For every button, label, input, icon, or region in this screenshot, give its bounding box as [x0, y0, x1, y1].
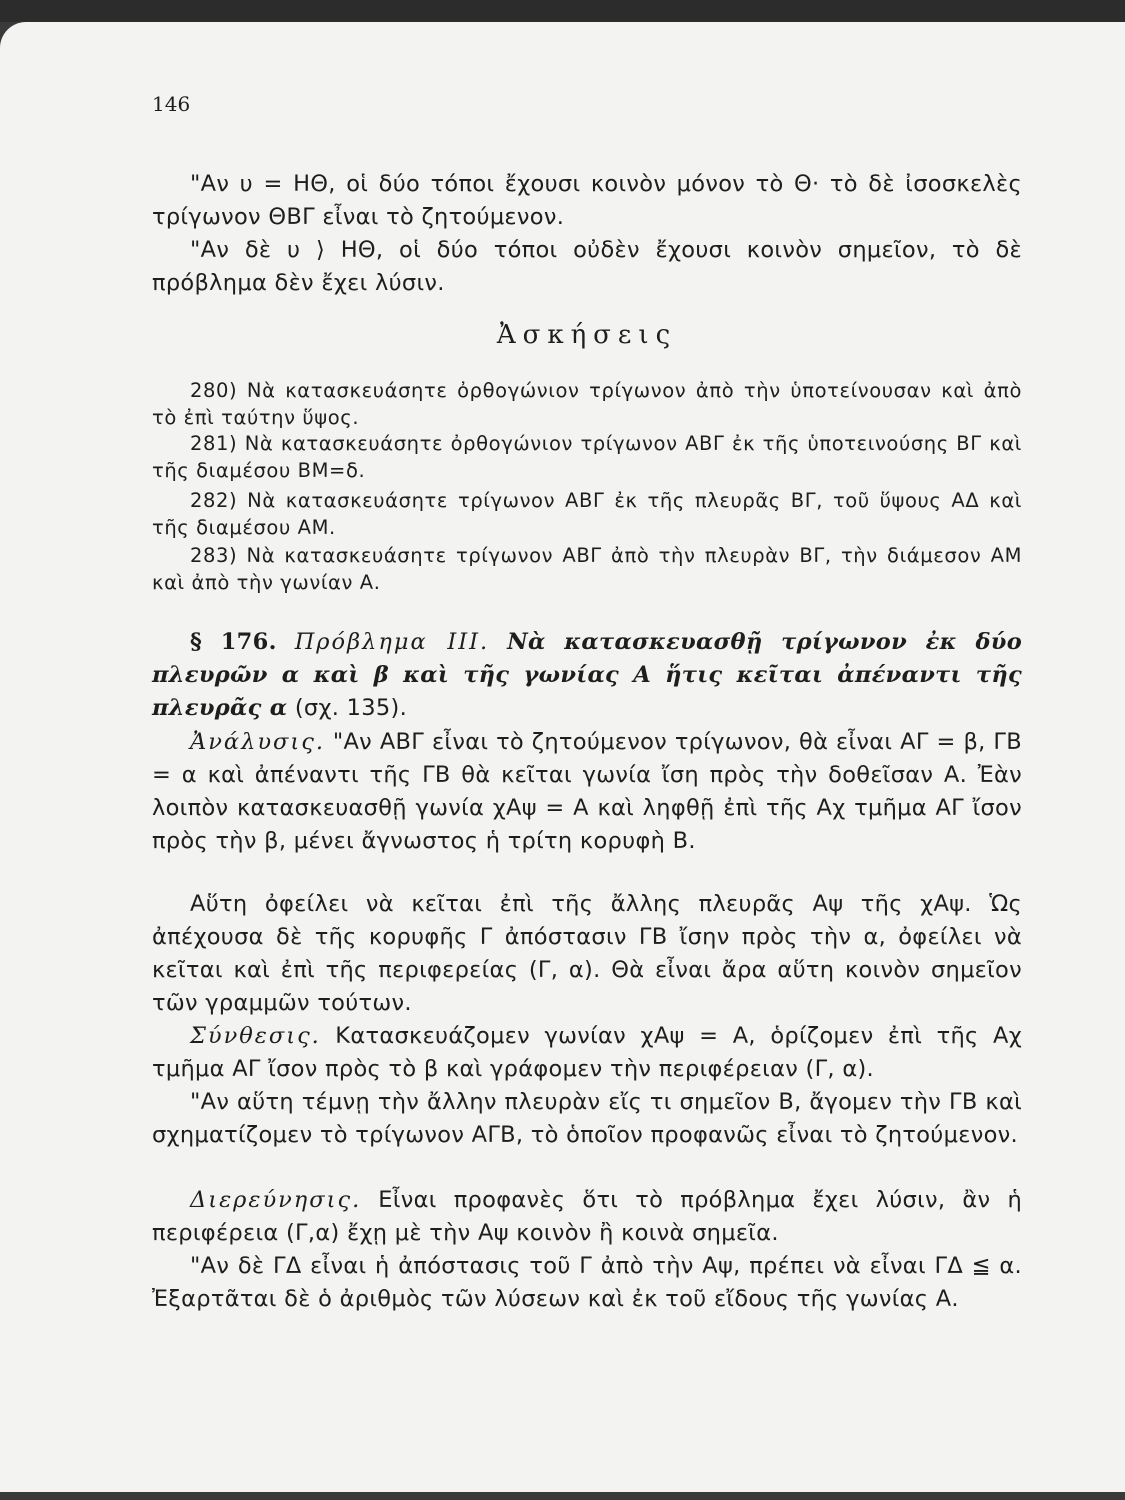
exercise-280: 280) Νὰ κατασκευάσητε ὀρθογώνιον τρίγωνον ἀπὸ τὴν ὑποτείνουσαν καὶ ἀπὸ τὸ ἐπὶ ταύτην ὕψος. [152, 379, 1022, 429]
scan-top-border [0, 0, 1125, 22]
problem-label: Πρόβλημα ΙΙΙ. [294, 629, 490, 655]
section-number: § 176. [190, 629, 277, 655]
synthesis-text-1: Κατασκευάζομεν γωνίαν χΑψ = Α, ὁρίζομεν ἐπὶ τῆς Αχ τμῆμα ΑΓ ἴσον πρὸς τὸ β καὶ γράφομεν τὴν περιφέρειαν (Γ, α). [152, 1023, 1022, 1082]
intro-paragraph-1: "Αν υ = ΗΘ, οἱ δύο τόποι ἔχουσι κοινὸν μόνον τὸ Θ· τὸ δὲ ἰσοσκελὲς τρίγωνον ΘΒΓ εἶναι τὸ ζητούμενον. [152, 171, 1022, 230]
analysis-label: Ἀνάλυσις. [190, 729, 325, 755]
investigation-text-1: Εἶναι προφανὲς ὅτι τὸ πρόβλημα ἔχει λύσιν, ἂν ἡ περιφέρεια (Γ,α) ἔχῃ μὲ τὴν Αψ κοινὸν ἢ κοινὰ σημεῖα. [152, 1187, 1022, 1246]
exercise-282: 282) Νὰ κατασκευάσητε τρίγωνον ΑΒΓ ἐκ τῆς πλευρᾶς ΒΓ, τοῦ ὕψους ΑΔ καὶ τῆς διαμέσου ΑΜ. [152, 489, 1022, 539]
intro-paragraph-2: "Αν δὲ υ ⟩ ΗΘ, οἱ δύο τόποι οὐδὲν ἔχουσι κοινὸν σημεῖον, τὸ δὲ πρόβλημα δὲν ἔχει λύσιν. [152, 237, 1022, 296]
synthesis-paragraph-1 [152, 1020, 1022, 1086]
analysis-text-1: "Αν ΑΒΓ εἶναι τὸ ζητούμενον τρίγωνον, θὰ εἶναι ΑΓ = β, ΓΒ = α καὶ ἀπέναντι τῆς ΓΒ θὰ κεῖται γωνία ἴση πρὸς τὴν δοθεῖσαν Α. Ἐὰν λοιπὸν κατασκευασθῇ γωνία χΑψ = Α καὶ ληφθῇ ἐπὶ τῆς Αχ τμῆμα ΑΓ ἴσον πρὸς τὴν β, μένει ἄγνωστος ἡ τρίτη κορυφὴ Β. [152, 729, 1022, 854]
synthesis-paragraph-2: "Αν αὕτη τέμνῃ τὴν ἄλλην πλευρὰν εἴς τι σημεῖον Β, ἄγομεν τὴν ΓΒ καὶ σχηματίζομεν τὸ τρίγωνον ΑΓΒ, τὸ ὁποῖον προφανῶς εἶναι τὸ ζητούμενον. [152, 1089, 1022, 1148]
page-number: 146 [152, 92, 191, 116]
synthesis-label: Σύνθεσις. [190, 1023, 321, 1049]
exercise-283: 283) Νὰ κατασκευάσητε τρίγωνον ΑΒΓ ἀπὸ τὴν πλευρὰν ΒΓ, τὴν διάμεσον ΑΜ καὶ ἀπὸ τὴν γωνίαν Α. [152, 544, 1022, 594]
exercises-heading: Ἀσκήσεις [496, 320, 678, 350]
investigation-paragraph-2: "Αν δὲ ΓΔ εἶναι ἡ ἀπόστασις τοῦ Γ ἀπὸ τὴν Αψ, πρέπει νὰ εἶναι ΓΔ ≦ α. Ἐξαρτᾶται δὲ ὁ ἀριθμὸς τῶν λύσεων καὶ ἐκ τοῦ εἴδους τῆς γωνίας Α. [152, 1253, 1022, 1312]
investigation-paragraph-1 [152, 1184, 1022, 1250]
figure-reference: (σχ. 135). [294, 695, 408, 721]
analysis-paragraph-2: Αὕτη ὀφείλει νὰ κεῖται ἐπὶ τῆς ἄλλης πλευρᾶς Αψ τῆς χΑψ. Ὡς ἀπέχουσα δὲ τῆς κορυφῆς Γ ἀπόστασιν ΓΒ ἴσην πρὸς τὴν α, ὀφείλει νὰ κεῖται καὶ ἐπὶ τῆς περιφερείας (Γ, α). Θὰ εἶναι ἄρα αὕτη κοινὸν σημεῖον τῶν γραμμῶν τούτων. [152, 891, 1022, 1016]
problem-statement [152, 626, 1022, 725]
investigation-label: Διερεύνησις. [190, 1187, 362, 1213]
exercise-281: 281) Νὰ κατασκευάσητε ὀρθογώνιον τρίγωνον ΑΒΓ ἐκ τῆς ὑποτεινούσης ΒΓ καὶ τῆς διαμέσου ΒΜ=δ. [152, 432, 1022, 482]
problem-text: Νὰ κατασκευασθῇ τρίγωνον ἐκ δύο πλευρῶν α καὶ β καὶ τῆς γωνίας Α ἥτις κεῖται ἀπέναντι τῆς πλευρᾶς α [152, 629, 1022, 721]
analysis-paragraph-1 [152, 726, 1022, 858]
